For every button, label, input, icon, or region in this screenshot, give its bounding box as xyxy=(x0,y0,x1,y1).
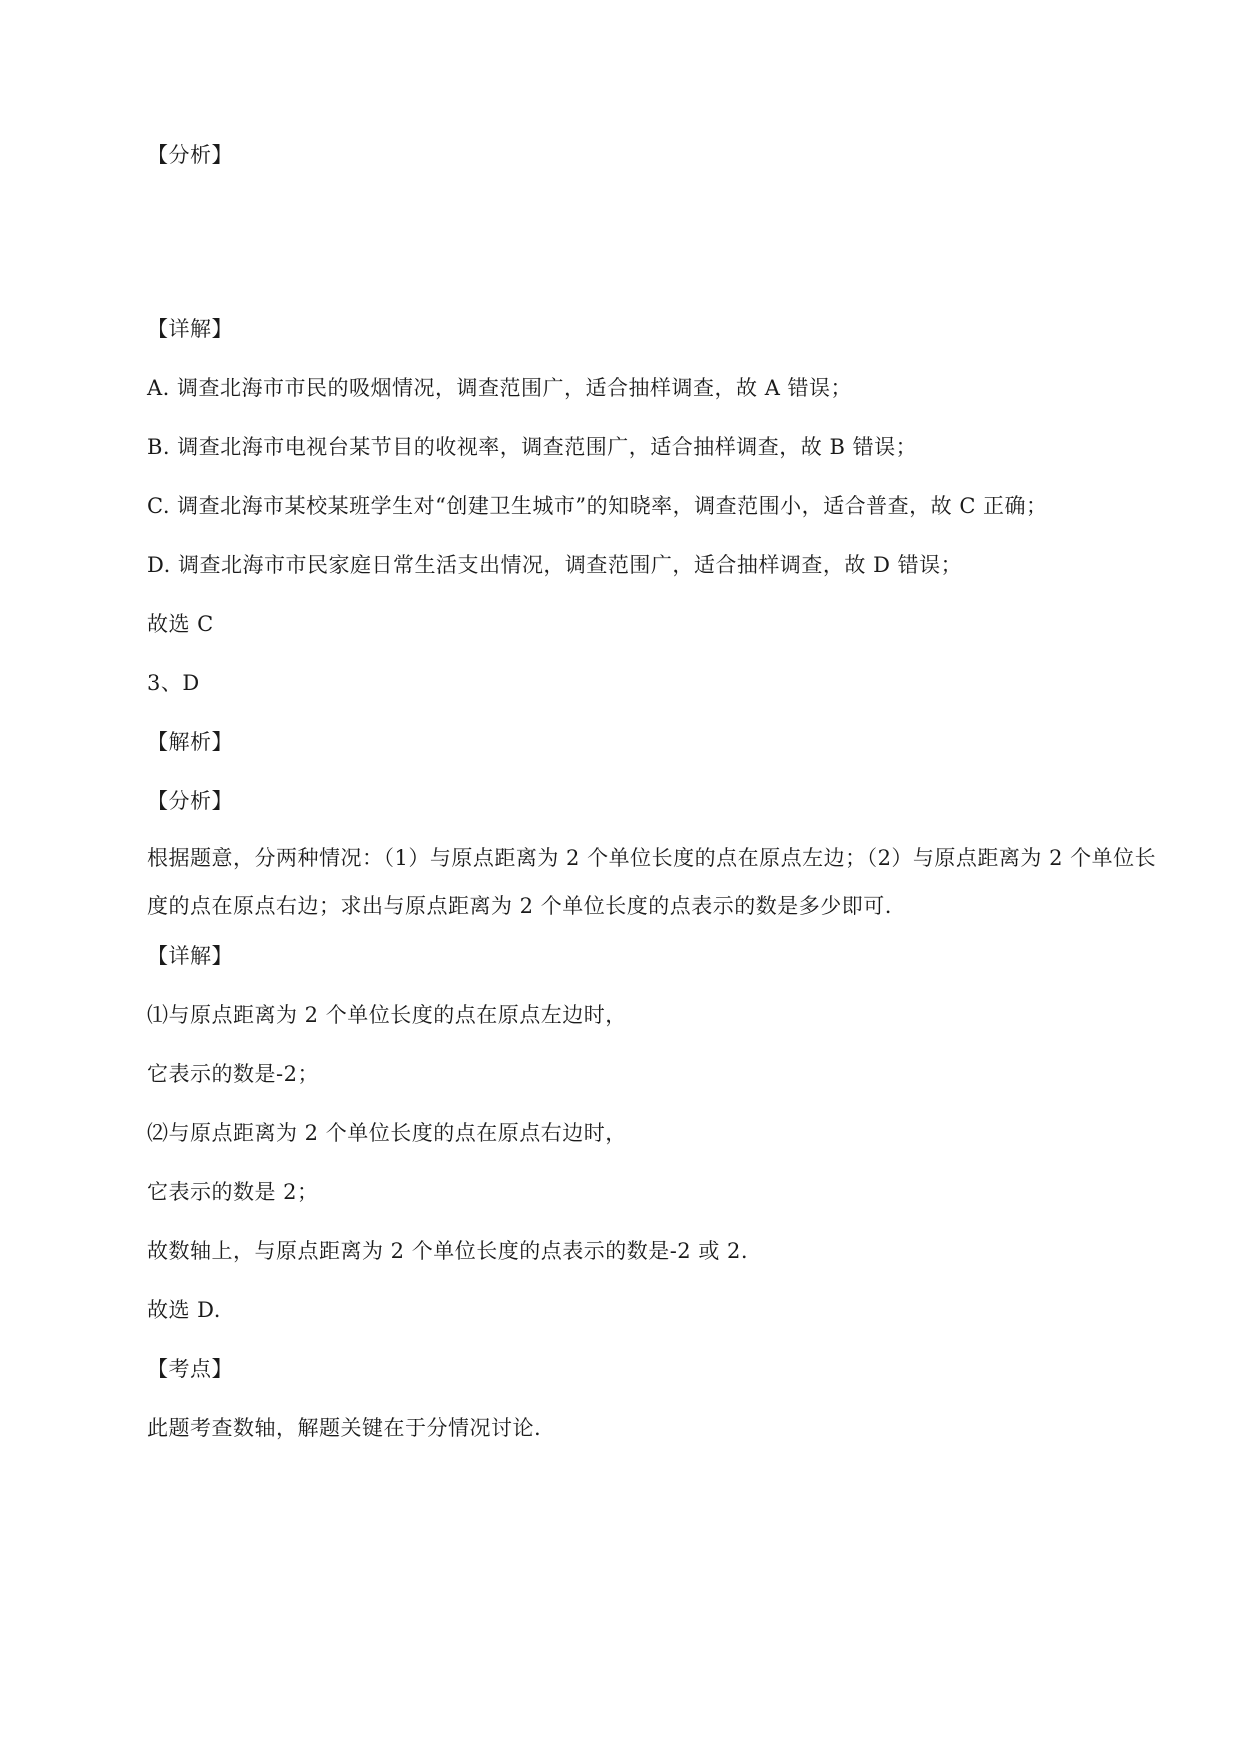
analysis-heading-1: 【分析】 xyxy=(147,143,233,167)
case-1-result: 它表示的数是-2； xyxy=(147,1062,319,1086)
detail-heading-1: 【详解】 xyxy=(147,317,233,341)
option-c-text: C. 调查北海市某校某班学生对“创建卫生城市”的知晓率，调查范围小，适合普查，故 C 正确； xyxy=(147,494,1048,518)
option-b-text: B. 调查北海市电视台某节目的收视率，调查范围广，适合抽样调查，故 B 错误； xyxy=(147,435,918,459)
analysis-heading-2: 【分析】 xyxy=(147,789,233,813)
analysis-text-2: 根据题意，分两种情况：（1）与原点距离为 2 个单位长度的点在原点左边；（2）与原点距离为 2 个单位长度的点在原点右边；求出与原点距离为 2 个单位长度的点表示的数是多少即可. xyxy=(147,846,1157,918)
keypoint-text: 此题考查数轴，解题关键在于分情况讨论. xyxy=(147,1416,542,1440)
explanation-heading: 【解析】 xyxy=(147,730,233,754)
case-1-text: ⑴与原点距离为 2 个单位长度的点在原点左边时， xyxy=(147,1003,627,1027)
answer-number: 3、D xyxy=(147,671,200,695)
keypoint-heading: 【考点】 xyxy=(147,1357,233,1381)
option-a-text: A. 调查北海市市民的吸烟情况，调查范围广，适合抽样调查，故 A 错误； xyxy=(147,376,853,400)
option-d-text: D. 调查北海市市民家庭日常生活支出情况，调查范围广，适合抽样调查，故 D 错误； xyxy=(147,553,963,577)
case-2-text: ⑵与原点距离为 2 个单位长度的点在原点右边时， xyxy=(147,1121,627,1145)
detail-heading-2: 【详解】 xyxy=(147,944,233,968)
summary-text: 故数轴上，与原点距离为 2 个单位长度的点表示的数是-2 或 2. xyxy=(147,1239,749,1263)
case-2-result: 它表示的数是 2； xyxy=(147,1180,319,1204)
conclusion-1: 故选 C xyxy=(147,612,214,636)
conclusion-2: 故选 D. xyxy=(147,1298,221,1322)
